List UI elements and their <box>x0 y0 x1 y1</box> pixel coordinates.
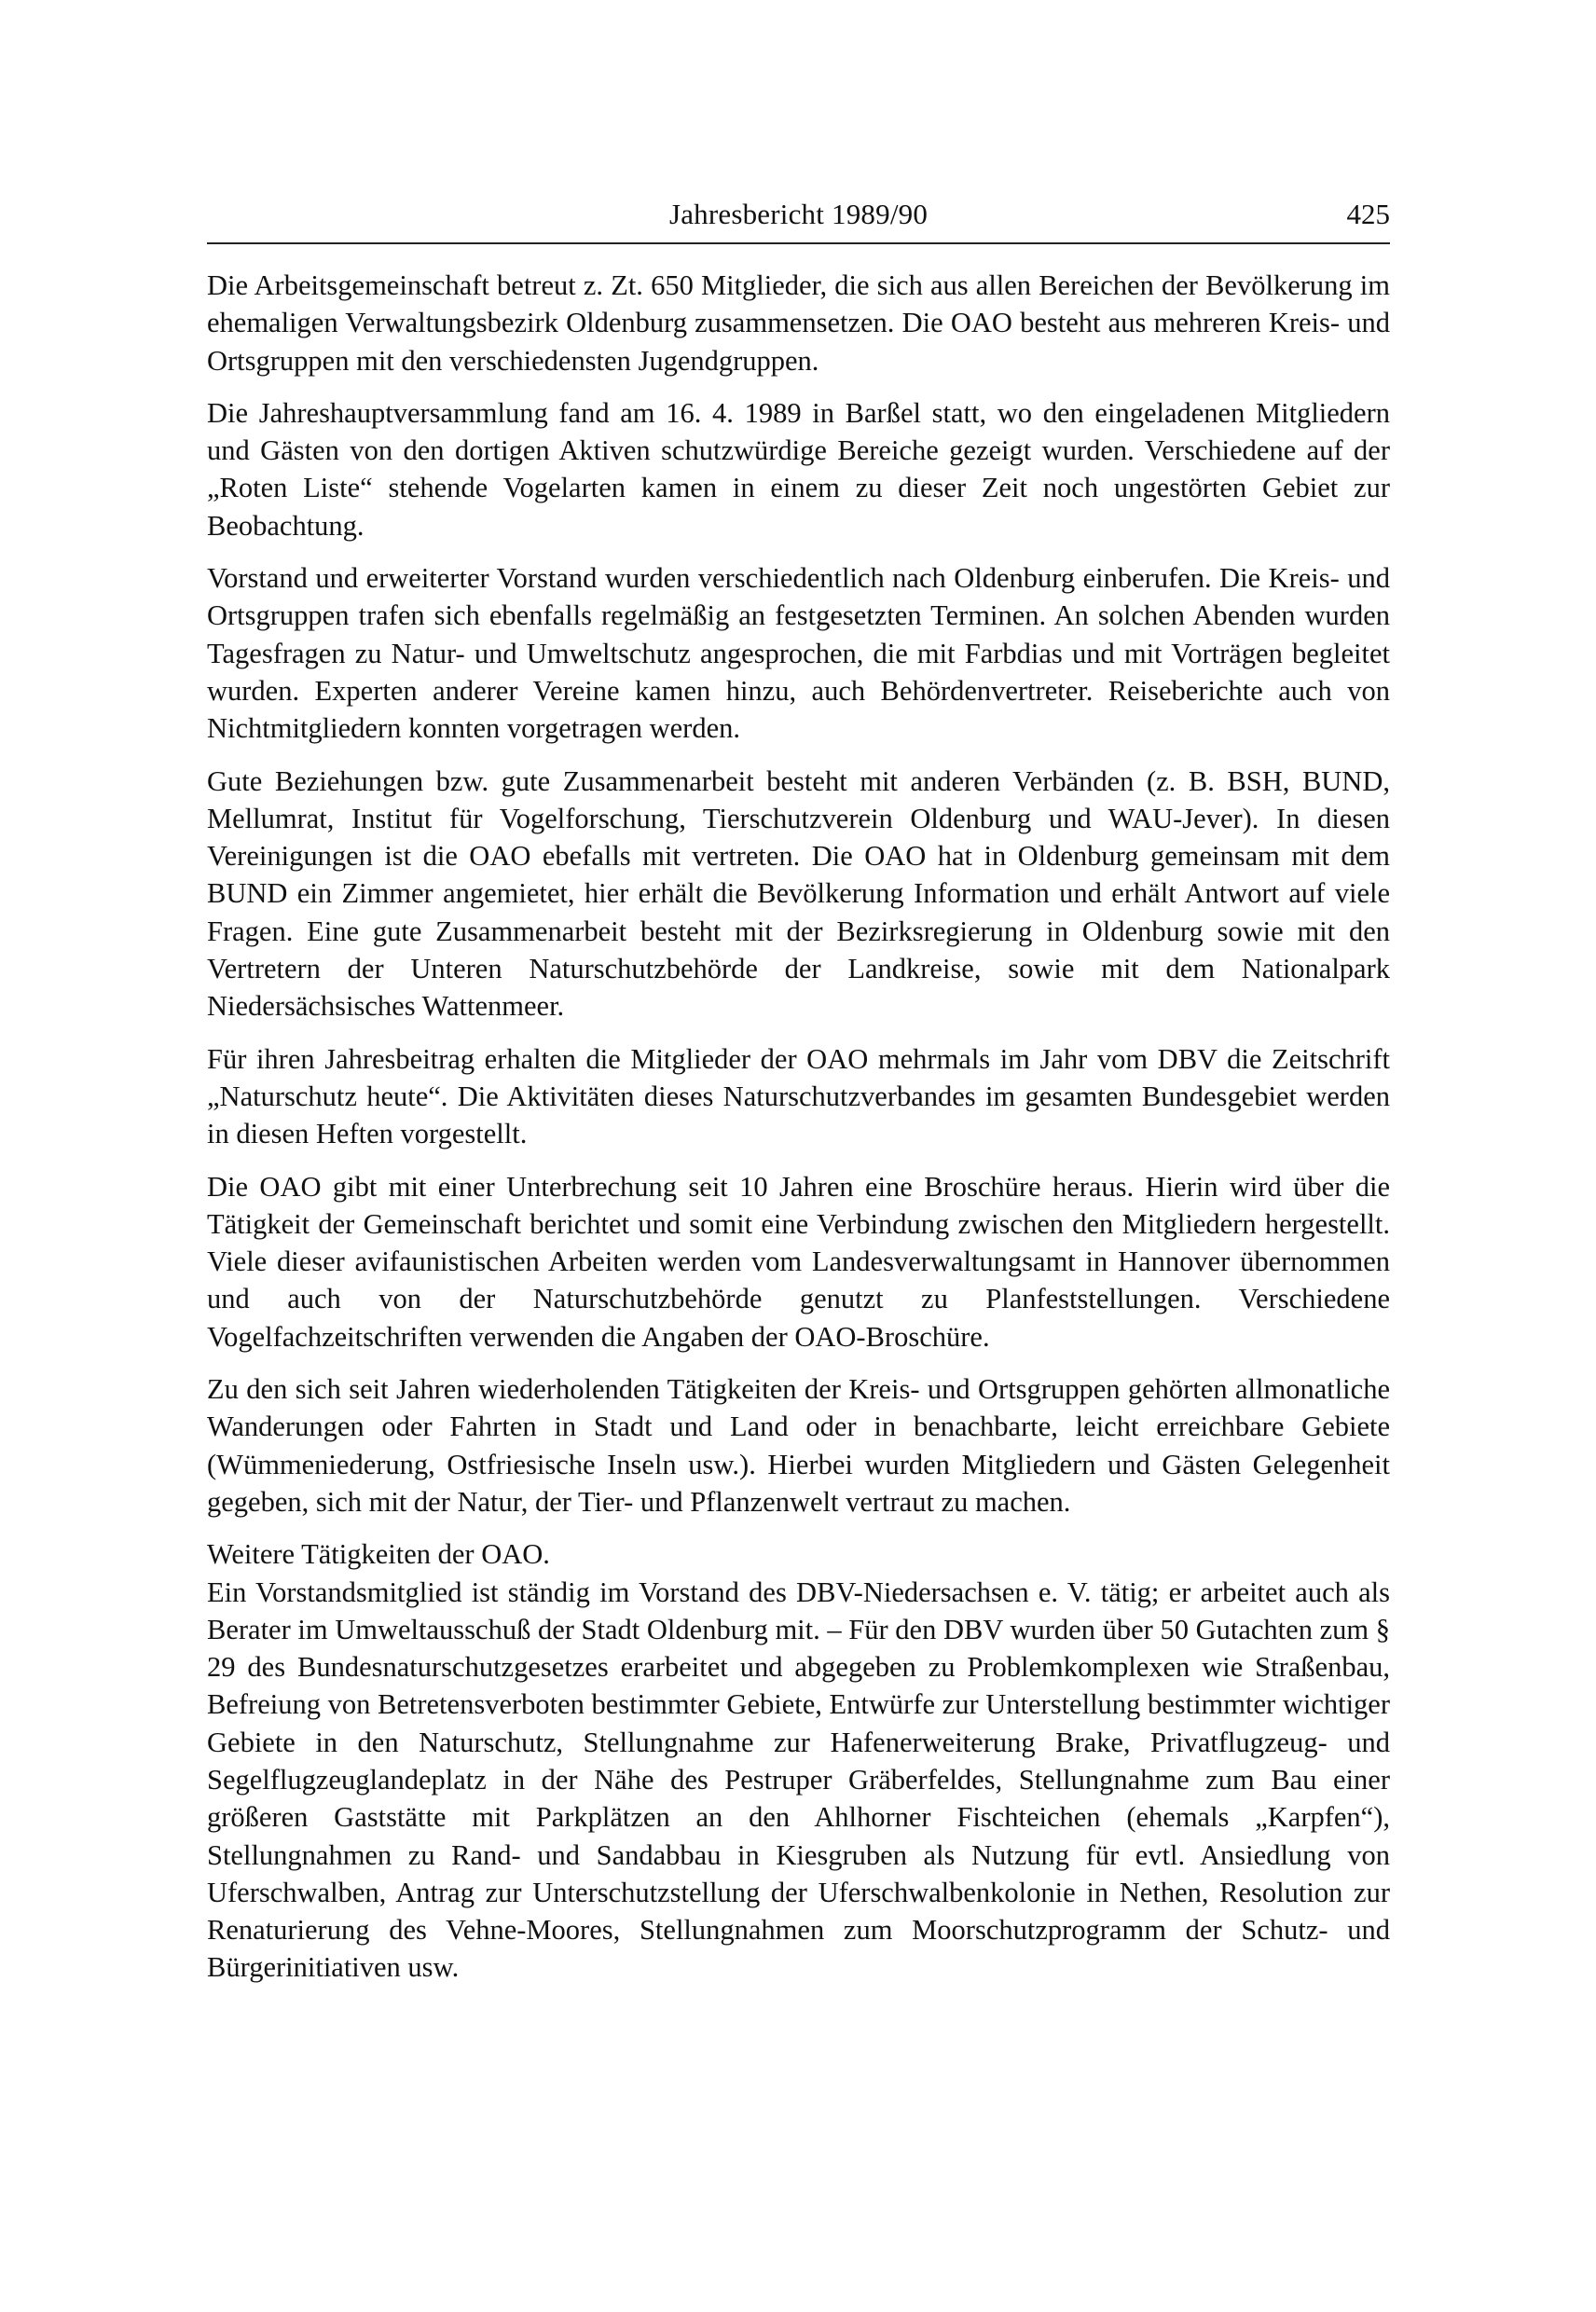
paragraph-heading-activities: Weitere Tätigkeiten der OAO. <box>207 1538 550 1571</box>
body-text <box>207 267 1390 2002</box>
paragraph-excursions: Zu den sich seit Jahren wiederholenden Tätigkeiten der Kreis- und Ortsgruppen gehörten allmonatliche Wanderungen oder Fahrten in Stadt und Land oder in benachbarte, leicht erreichbare Gebiete (Wümmeniederung, Ostfriesische Inseln usw.). Hierbei wurden Mitgliedern und Gästen Gelegenheit gegeben, sich mit der Natur, der Tier- und Pflanzenwelt vertraut zu machen. <box>207 1373 1390 1518</box>
paragraph-activities: Ein Vorstandsmitglied ist ständig im Vorstand des DBV-Niedersachsen e. V. tätig; er arbeitet auch als Berater im Umweltausschuß der Stadt Oldenburg mit. – Für den DBV wurden über 50 Gutachten zum § 29 des Bundesnaturschutzgesetzes erarbeitet und abgegeben zu Problemkomplexen wie Straßenbau, Befreiung von Betretensverboten bestimmter Gebiete, Entwürfe zur Unterstellung bestimmter wichtiger Gebiete in den Naturschutz, Stellungnahme zur Hafenerweiterung Brake, Privatflugzeug- und Segelflugzeuglandeplatz in der Nähe des Pestruper Gräberfeldes, Stellungnahme zum Bau einer größeren Gaststätte mit Parkplätzen an den Ahlhorner Fischteichen (ehemals „Karpfen“), Stellungnahmen zu Rand- und Sandabbau in Kiesgruben als Nutzung für evtl. Ansiedlung von Uferschwalben, Antrag zur Unterschutzstellung der Uferschwalbenkolonie in Nethen, Resolution zur Renaturierung des Vehne-Moores, Stellungnahmen zum Moorschutzprogramm der Schutz- und Bürgerinitiativen usw. <box>207 1576 1390 1984</box>
header-title: Jahresbericht 1989/90 <box>668 198 929 230</box>
paragraph-board-meetings: Vorstand und erweiterter Vorstand wurden verschiedentlich nach Oldenburg einberufen. Die Kreis- und Ortsgruppen trafen sich ebenfalls regelmäßig an festgesetzten Terminen. An solchen Abenden wurden Tagesfragen zu Natur- und Umweltschutz angesprochen, die mit Farbdias und mit Vorträgen begleitet wurden. Experten anderer Vereine kamen hinzu, auch Behördenvertreter. Reiseberichte auch von Nichtmitgliedern konnten vorgetragen werden. <box>207 562 1390 745</box>
header-rule <box>207 242 1390 244</box>
paragraph-cooperation: Gute Beziehungen bzw. gute Zusammenarbeit besteht mit anderen Verbänden (z. B. BSH, BUND, Mellumrat, Institut für Vogelforschung, Tierschutzverein Oldenburg und WAU-Jever). In diesen Vereinigungen ist die OAO ebefalls mit vertreten. Die OAO hat in Oldenburg gemeinsam mit dem BUND ein Zimmer angemietet, hier erhält die Bevölkerung Information und erhält Antwort auf viele Fragen. Eine gute Zusammenarbeit besteht mit der Bezirksregierung in Oldenburg sowie mit den Vertretern der Unteren Naturschutzbehörde der Landkreise, sowie mit dem Nationalpark Niedersächsisches Wattenmeer. <box>207 764 1390 1023</box>
paragraph-brochure: Die OAO gibt mit einer Unterbrechung seit 10 Jahren eine Broschüre heraus. Hierin wird über die Tätigkeit der Gemeinschaft berichtet und somit eine Verbindung zwischen den Mitgliedern hergestellt. Viele dieser avifaunistischen Arbeiten werden vom Landesverwaltungsamt in Hannover übernommen und auch von der Naturschutzbehörde genutzt zu Planfeststellungen. Verschiedene Vogelfachzeitschriften verwenden die Angaben der OAO-Broschüre. <box>207 1170 1390 1353</box>
paragraph-membership: Die Arbeitsgemeinschaft betreut z. Zt. 650 Mitglieder, die sich aus allen Bereichen der Bevölkerung im ehemaligen Verwaltungsbezirk Oldenburg zusammensetzen. Die OAO besteht aus mehreren Kreis- und Ortsgruppen mit den verschiedensten Jugendgruppen. <box>207 269 1390 377</box>
page-number: 425 <box>1346 198 1390 230</box>
paragraph-annual-meeting: Die Jahreshauptversammlung fand am 16. 4. 1989 in Barßel statt, wo den eingeladenen Mitgliedern und Gästen von den dortigen Aktiven schutzwürdige Bereiche gezeigt wurden. Verschiedene auf der „Roten Liste“ stehende Vogelarten kamen in einem zu dieser Zeit noch ungestörten Gebiet zur Beobachtung. <box>207 396 1390 542</box>
paragraph-magazine: Für ihren Jahresbeitrag erhalten die Mitglieder der OAO mehrmals im Jahr vom DBV die Zeitschrift „Naturschutz heute“. Die Aktivitäten dieses Naturschutzverbandes im gesamten Bundesgebiet werden in diesen Heften vorgestellt. <box>207 1042 1390 1150</box>
running-header <box>207 196 1390 246</box>
